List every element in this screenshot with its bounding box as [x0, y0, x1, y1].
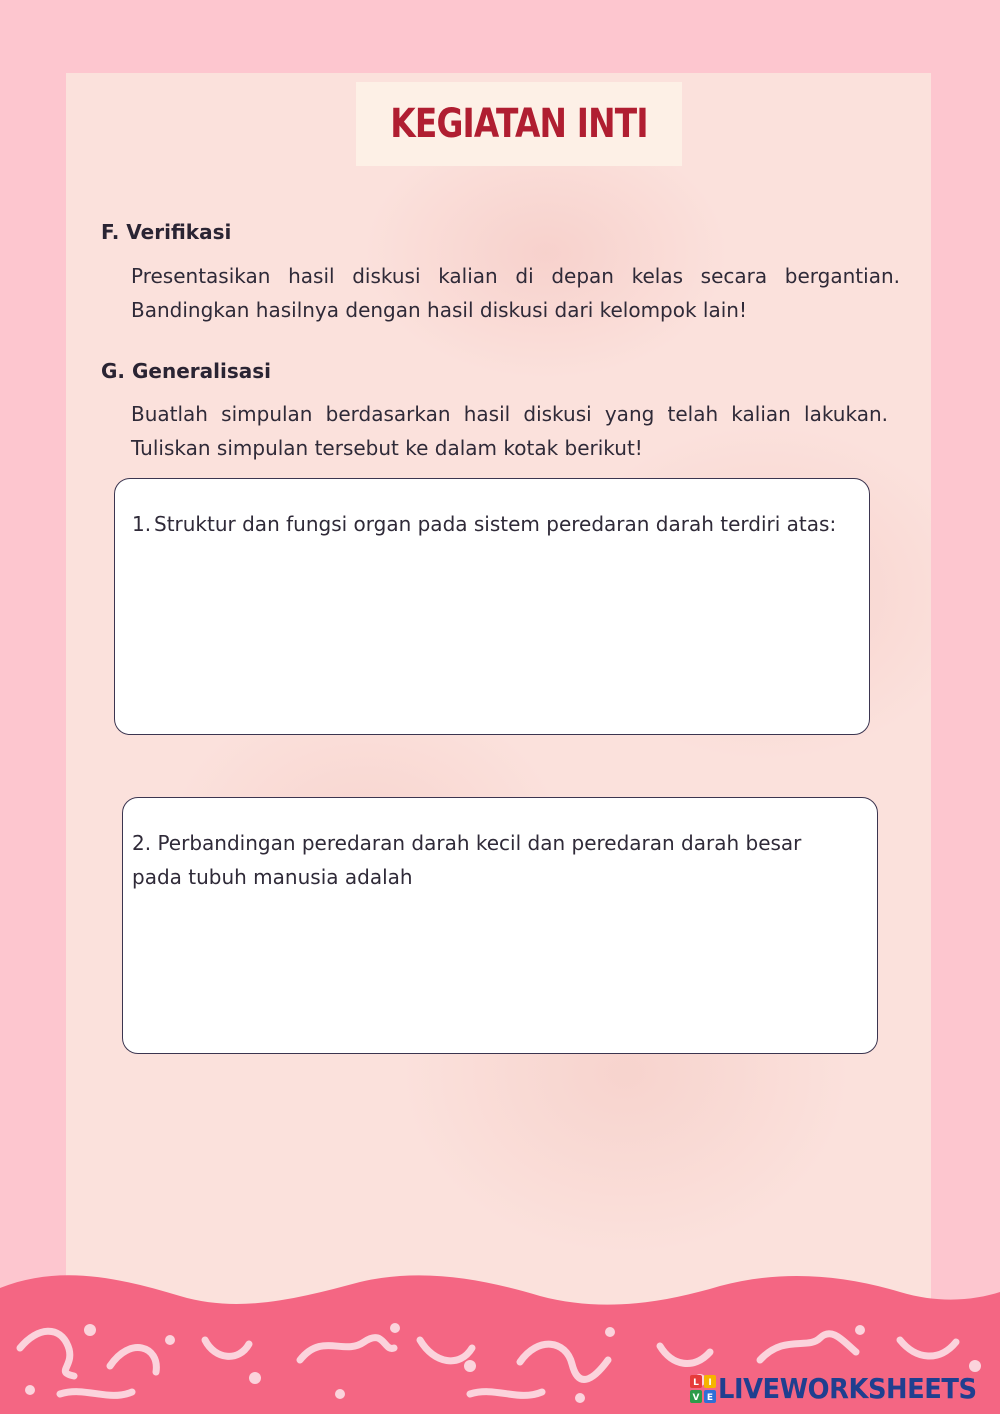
heading-generalisasi: G. Generalisasi	[101, 359, 271, 383]
logo-letter-i: I	[708, 1377, 712, 1388]
page-title: KEGIATAN INTI	[390, 101, 648, 147]
answer-prompt-2: 2. Perbandingan peredaran darah kecil dan peredaran darah besar pada tubuh manusia adalah	[132, 831, 802, 889]
answer-box-2[interactable]	[122, 797, 878, 1054]
logo-letter-e: E	[706, 1392, 714, 1403]
heading-verifikasi: F. Verifikasi	[101, 220, 232, 244]
prompt-text: Struktur dan fungsi organ pada sistem peredaran darah terdiri atas:	[154, 512, 837, 536]
paragraph-verifikasi: Presentasikan hasil diskusi kalian di depan kelas secara bergantian. Bandingkan hasilnya dengan hasil diskusi dari kelompok lain!	[131, 264, 900, 322]
liveworksheets-brand	[690, 1372, 999, 1405]
logo-letter-l: L	[693, 1377, 699, 1388]
liveworksheets-logo-icon	[690, 1375, 716, 1403]
prompt-number: 1.	[132, 512, 152, 536]
answer-box-1[interactable]	[114, 478, 870, 735]
logo-letter-v: V	[692, 1392, 700, 1403]
answer-prompt-1	[132, 507, 837, 541]
title-banner	[356, 82, 682, 166]
liveworksheets-wordmark: LIVEWORKSHEETS	[718, 1372, 977, 1405]
paragraph-generalisasi: Buatlah simpulan berdasarkan hasil diskusi yang telah kalian lakukan. Tuliskan simpulan tersebut ke dalam kotak berikut!	[131, 402, 888, 460]
